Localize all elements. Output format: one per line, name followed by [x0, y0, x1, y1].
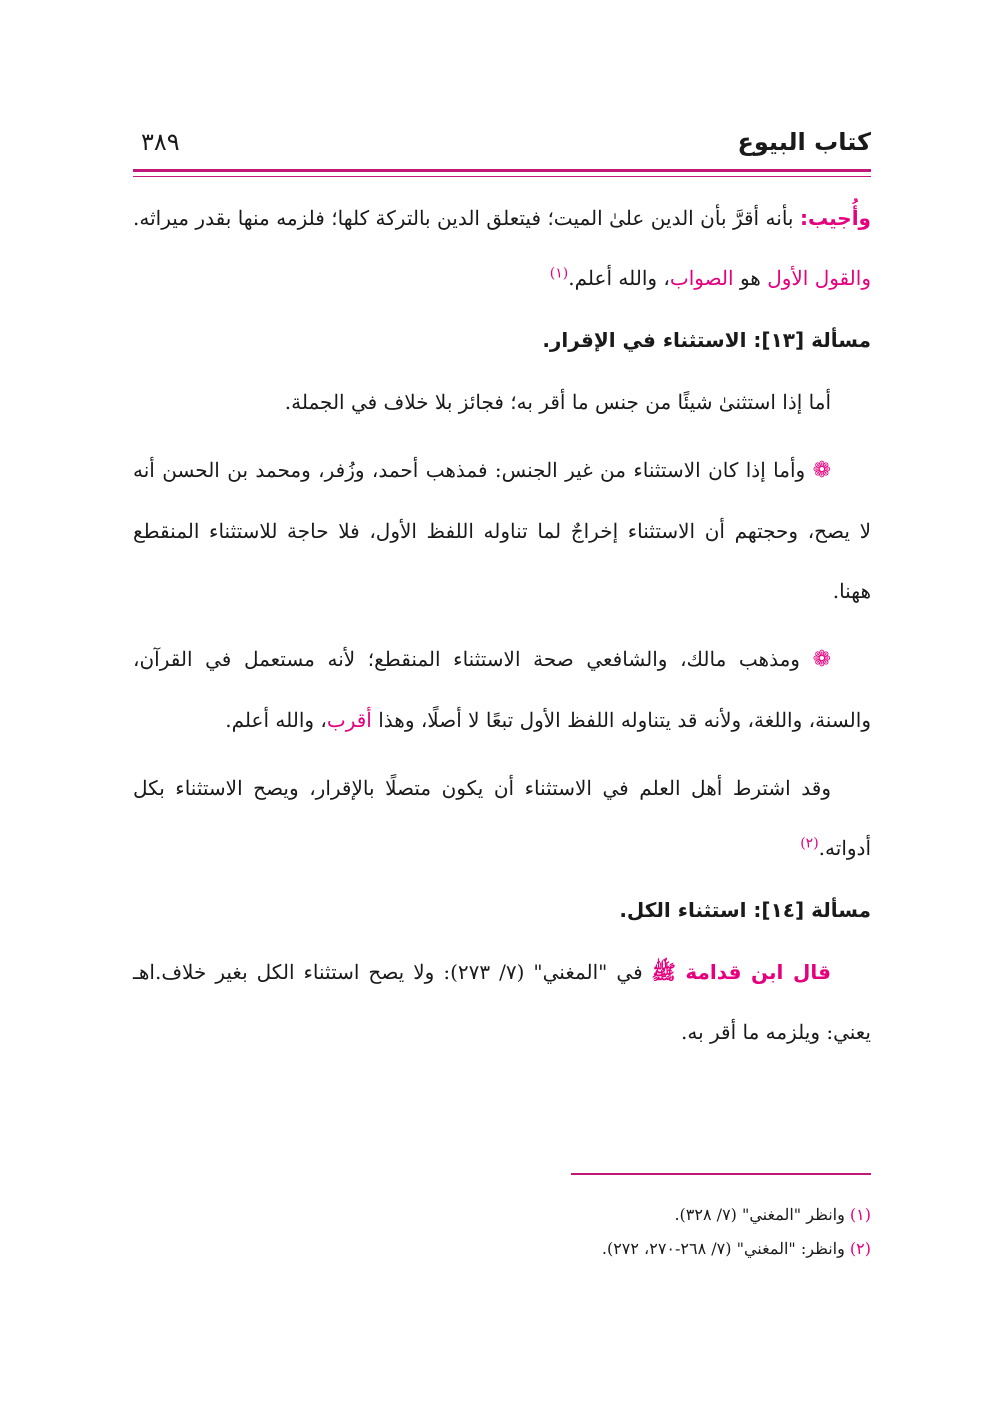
- footnote-separator: [571, 1173, 871, 1175]
- paragraph-hanbali-view: [133, 440, 871, 621]
- answer-text-3: ، والله أعلم.: [568, 266, 670, 290]
- footnote-2-text: وانظر: "المغني" (٧/ ٢٦٨-٢٧٠، ٢٧٢).: [601, 1239, 850, 1258]
- main-text: [133, 188, 871, 1062]
- footnote-2-number: (٢): [849, 1239, 871, 1258]
- answer-text-2: هو: [733, 266, 768, 290]
- footnotes: [133, 1198, 871, 1266]
- condition-text: وقد اشترط أهل العلم في الاستثناء أن يكون متصلًا بالإقرار، ويصح الاستثناء بكل أدواته.: [133, 776, 871, 860]
- ibn-qudama-label: قال ابن قدامة ﷺ: [651, 960, 831, 984]
- footnote-ref-1: (١): [549, 265, 569, 282]
- header-rule-thick: [133, 169, 871, 172]
- paragraph-same-kind: أما إذا استثنىٰ شيئًا من جنس ما أقر به؛ فجائز بلا خلاف في الجملة.: [284, 390, 831, 414]
- running-header: [133, 128, 871, 168]
- paragraph-answer: [133, 188, 871, 308]
- paragraph-condition: [133, 758, 871, 878]
- maliki-view-text-1: ومذهب مالك، والشافعي صحة الاستثناء المنقطع؛ لأنه مستعمل في القرآن، والسنة، واللغة، ولأنه قد يتناوله اللفظ الأول تبعًا لا أصلًا، وهذا: [133, 647, 871, 732]
- answer-text-1: بأنه أقرَّ بأن الدين علىٰ الميت؛ فيتعلق الدين بالتركة كلها؛ فلزمه منها بقدر ميراثه.: [133, 206, 800, 230]
- answer-highlight-1: والقول الأول: [767, 266, 871, 290]
- paragraph-ibn-qudama: [133, 942, 871, 1062]
- flower-bullet-icon: ❁: [812, 647, 831, 672]
- ibn-qudama-text: في "المغني" (٧/ ٢٧٣): ولا يصح استثناء الكل بغير خلاف.اهـ يعني: ويلزمه ما أقر به.: [133, 960, 871, 1044]
- footnote-2: [133, 1232, 871, 1266]
- footnote-1-number: (١): [849, 1205, 871, 1224]
- maliki-view-text-2: ، والله أعلم.: [225, 708, 327, 732]
- answer-highlight-2: الصواب: [669, 266, 734, 290]
- page-number: ٣٨٩: [141, 128, 180, 156]
- answer-label: وأُجيب:: [799, 206, 871, 230]
- footnote-ref-2: (٢): [800, 835, 819, 852]
- hanbali-view-text: وأما إذا كان الاستثناء من غير الجنس: فمذهب أحمد، وزُفر، ومحمد بن الحسن أنه لا يصح، وحجتهم أن الاستثناء إخراجٌ لما تناوله اللفظ الأول، فلا حاجة للاستثناء المنقطع ههنا.: [133, 458, 871, 603]
- footnote-1: [133, 1198, 871, 1232]
- header-rule-thin: [133, 176, 871, 177]
- paragraph-maliki-view: [133, 629, 871, 750]
- maliki-view-highlight: أقرب: [326, 708, 372, 732]
- flower-bullet-icon: ❁: [812, 458, 831, 483]
- issue-heading-13: مسألة [١٣]: الاستثناء في الإقرار.: [542, 328, 871, 352]
- book-title: كتاب البيوع: [737, 128, 871, 156]
- footnote-1-text: وانظر "المغني" (٧/ ٣٢٨).: [674, 1205, 850, 1224]
- issue-heading-14: مسألة [١٤]: استثناء الكل.: [619, 898, 871, 922]
